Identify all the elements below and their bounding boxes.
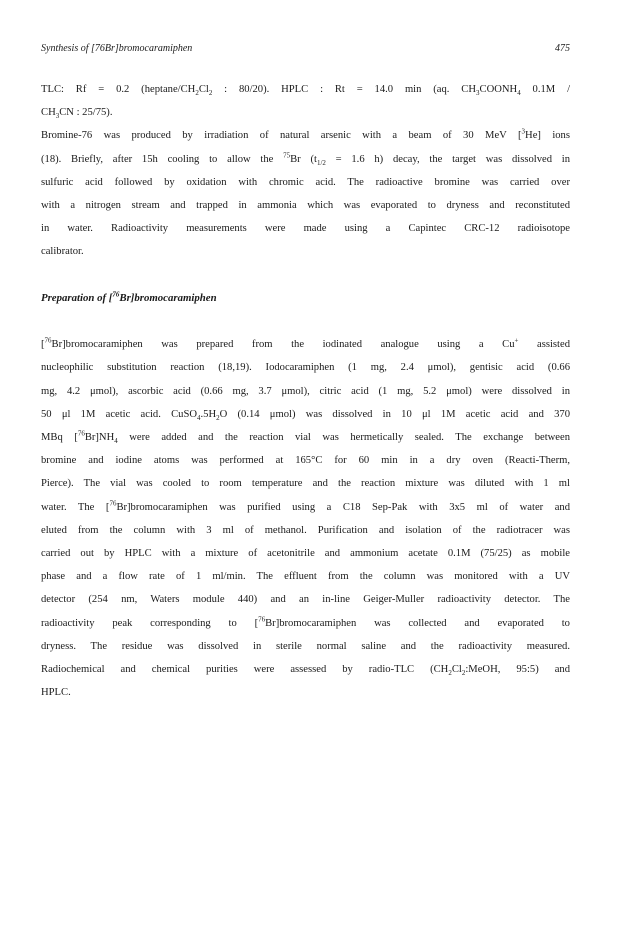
text-line: in water. Radioactivity measurements were made using a Capintec CRC-12 radioisotope xyxy=(41,223,570,235)
text-line: 50 μl 1M acetic acid. $CuSO_4.5H_2O$ (0.14 μmol) was dissolved in 10 μl 1M acetic acid and 370 xyxy=(41,408,570,422)
running-title: Synthesis of [76Br]bromocaramiphen xyxy=(41,43,193,54)
text-line: with a nitrogen stream and trapped in ammonia which was evaporated to dryness and reconstituted xyxy=(41,200,570,212)
text-line: calibrator. xyxy=(41,246,84,258)
text-line: Radiochemical and chemical purities were assessed by radio-TLC ($CH_2Cl_2:MeOH$, 95:5) and xyxy=(41,664,570,678)
text-line: Bromine-76 was produced by irradiation of natural arsenic with a beam of 30 MeV [$^3$He] ions xyxy=(41,127,570,142)
text-line: bromine and iodine atoms was performed at 165°C for 60 min in a dry oven (Reacti-Therm, xyxy=(41,455,570,467)
text-line: MBq $[^{76}Br]NH_4$ were added and the reaction vial was hermetically sealed. The exchange between xyxy=(41,429,570,446)
section-heading: Preparation of [$^{76}$Br]bromocaramiphen xyxy=(41,290,217,304)
text-line: dryness. The residue was dissolved in sterile normal saline and the radioactivity measured. xyxy=(41,640,570,652)
body-text xyxy=(41,78,570,704)
text-line: nucleophilic substitution reaction (18,19). Iodocaramiphen (1 mg, 2.4 μmol), gentisic acid (0.66 xyxy=(41,362,570,374)
text-line: HPLC. xyxy=(41,687,71,699)
text-line: carried out by HPLC with a mixture of acetonitrile and ammonium acetate 0.1M (75/25) as mobile xyxy=(41,548,570,560)
running-head xyxy=(41,43,570,59)
text-line: Pierce). The vial was cooled to room temperature and the reaction mixture was diluted with 1 ml xyxy=(41,478,570,490)
page-number: 475 xyxy=(555,43,570,54)
text-line: (18). Briefly, after 15h cooling to allow the $^{75}$Br ($t_{1/2} = 1.6$ h) decay, the target was dissolved in xyxy=(41,151,570,167)
text-line: [$^{76}$Br]bromocaramiphen was prepared from the iodinated analogue using a Cu+ assisted xyxy=(41,336,570,351)
text-line: $CH_3CN$ : 25/75). xyxy=(41,107,113,121)
text-line: eluted from the column with 3 ml of methanol. Purification and isolation of the radiotracer was xyxy=(41,524,570,536)
text-line: detector (254 nm, Waters module 440) and an in-line Geiger-Muller radioactivity detector. The xyxy=(41,594,570,606)
text-line: TLC: Rf = 0.2 ($heptane/CH_2Cl_2$ : 80/20). HPLC : Rt = 14.0 min (aq. $CH_3COONH_4$ 0.1M / xyxy=(41,84,571,98)
text-line: radioactivity peak corresponding to [$^{76}$Br]bromocaramiphen was collected and evaporated to xyxy=(41,615,570,629)
text-line: water. The [$^{76}$Br]bromocaramiphen was purified using a C18 Sep-Pak with 3x5 ml of water and xyxy=(41,499,570,513)
text-line: sulfuric acid followed by oxidation with chromic acid. The radioactive bromine was carried over xyxy=(41,176,570,188)
text-line: phase and a flow rate of 1 ml/min. The effluent from the column was monitored with a UV xyxy=(41,571,570,583)
text-line: mg, 4.2 μmol), ascorbic acid (0.66 mg, 3.7 μmol), citric acid (1 mg, 5.2 μmol) were dissolved in xyxy=(41,385,570,397)
